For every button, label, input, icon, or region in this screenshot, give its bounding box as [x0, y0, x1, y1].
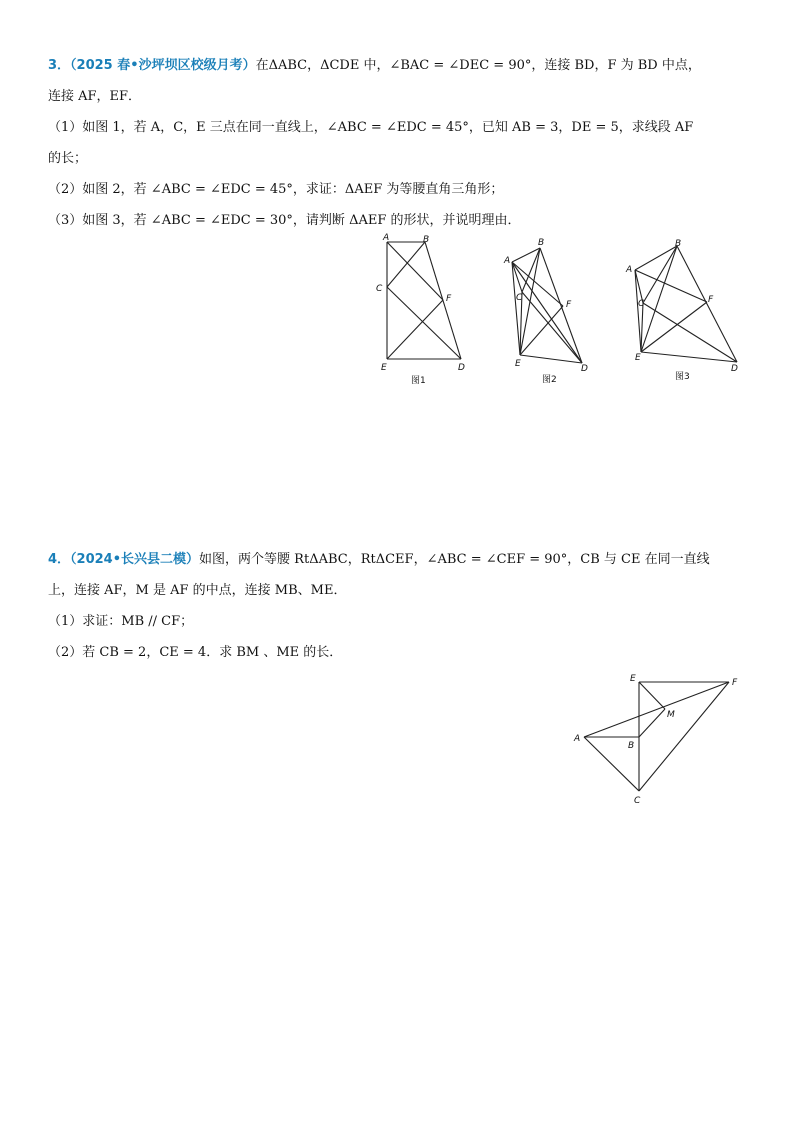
fig4-seg-BM [639, 709, 665, 737]
fig2-label-F: F [566, 300, 572, 310]
fig2-seg-AE [512, 262, 520, 355]
problem-3-part3: （3）如图 3，若 ∠ABC = ∠EDC = 30°，请判断 ΔAEF 的形状，并说明理由． [48, 213, 521, 228]
fig1-label-C: C [376, 284, 383, 294]
fig2-seg-ED [520, 355, 582, 363]
fig1-caption: 图1 [411, 376, 426, 386]
fig4-label-F: F [732, 678, 738, 688]
fig1-seg-AF [387, 242, 443, 300]
fig1-label-D: D [458, 363, 465, 373]
fig2-label-B: B [538, 238, 545, 248]
figure-4 [570, 668, 750, 810]
fig2-seg-BD [540, 248, 582, 363]
fig2-seg-CD [522, 292, 582, 363]
fig1-label-E: E [381, 363, 387, 373]
fig3-seg-AF [635, 270, 707, 302]
fig3-seg-AB [635, 246, 677, 270]
problem-3-text1: 在ΔABC，ΔCDE 中，∠BAC = ∠DEC = 90°，连接 BD，F 为 BD 中点， [255, 58, 701, 73]
fig1-seg-EF [387, 300, 443, 359]
fig3-caption: 图3 [675, 372, 690, 382]
problem-4-stem-line2: 上，连接 AF，M 是 AF 的中点，连接 MB、ME． [48, 583, 347, 598]
fig3-label-C: C [638, 299, 645, 309]
problem-4 [48, 544, 750, 668]
figure-2 [500, 230, 600, 390]
problem-3-stem-line2: 连接 AF，EF． [48, 89, 142, 104]
problem-3-part1-line2: 的长； [48, 151, 88, 166]
fig2-label-E: E [515, 359, 521, 369]
fig4-seg-AF [584, 682, 729, 737]
problem-4-text1: 如图，两个等腰 RtΔABC，RtΔCEF，∠ABC = ∠CEF = 90°，CB 与 CE 在同一直线 [199, 552, 710, 567]
fig2-seg-AB [512, 248, 540, 262]
fig2-label-D: D [581, 364, 588, 374]
problem-3-number: 3． [48, 58, 71, 73]
fig1-label-A: A [383, 233, 390, 243]
problem-3-part2: （2）如图 2，若 ∠ABC = ∠EDC = 45°，求证：ΔAEF 为等腰直角三角形； [48, 182, 504, 197]
fig1-seg-BC [387, 242, 425, 287]
fig2-seg-EF [520, 306, 563, 355]
fig2-label-C: C [516, 293, 523, 303]
fig3-label-D: D [731, 364, 738, 374]
figure-3 [618, 232, 750, 382]
fig2-label-A: A [504, 256, 511, 266]
fig4-label-M: M [667, 710, 675, 720]
problem-4-part2: （2）若 CB = 2，CE = 4．求 BM 、ME 的长． [48, 645, 343, 660]
fig2-seg-BC [522, 248, 540, 292]
fig3-seg-BD [677, 246, 737, 362]
fig4-label-B: B [628, 741, 635, 751]
fig4-label-E: E [630, 674, 636, 684]
fig3-label-E: E [635, 353, 641, 363]
fig3-label-A: A [626, 265, 633, 275]
fig4-seg-CF [639, 682, 729, 791]
figure-1 [370, 230, 480, 390]
fig3-seg-EF [641, 302, 707, 352]
fig2-caption: 图2 [542, 375, 557, 385]
problem-3 [48, 50, 750, 236]
fig2-seg-AD [512, 262, 582, 363]
problem-3-source: （2025 春•沙坪坝区校级月考） [70, 58, 256, 73]
problem-4-number: 4． [48, 552, 71, 567]
fig3-seg-BE [641, 246, 677, 352]
problem-4-stem-line1 [48, 544, 750, 575]
fig2-seg-BE [520, 248, 540, 355]
fig3-label-B: B [675, 239, 682, 249]
fig3-seg-CE [641, 303, 643, 352]
fig4-label-A: A [574, 734, 581, 744]
problem-3-part1-line1: （1）如图 1，若 A，C，E 三点在同一直线上，∠ABC = ∠EDC = 45°，已知 AB = 3，DE = 5，求线段 AF [48, 120, 694, 135]
fig1-label-B: B [423, 235, 430, 245]
fig1-label-F: F [446, 294, 452, 304]
problem-4-source: （2024•长兴县二模） [70, 552, 200, 567]
problem-4-part1: （1）求证：MB // CF； [48, 614, 194, 629]
fig4-seg-EM [639, 682, 665, 709]
fig3-label-F: F [708, 295, 714, 305]
problem-3-stem-line1 [48, 50, 750, 81]
fig4-label-C: C [634, 796, 641, 806]
